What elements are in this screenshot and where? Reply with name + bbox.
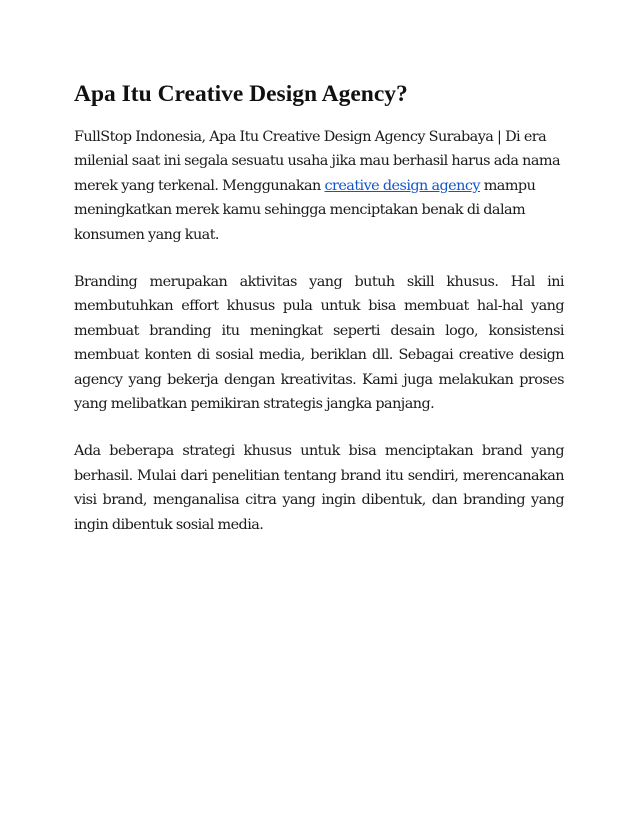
paragraph-strategy: Ada beberapa strategi khusus untuk bisa menciptakan brand yang berhasil. Mulai dari penelitian tentang brand itu sendiri, merencanakan visi brand, menganalisa citra yang ingin dibentuk, dan branding yang ingin dibentuk sosial media.	[74, 443, 564, 533]
paragraph-intro-text-before: FullStop Indonesia, Apa Itu Creative Design Agency Surabaya | Di era milenial saat ini segala sesuatu usaha jika mau berhasil harus ada nama merek yang terkenal. Menggunakan	[74, 129, 561, 194]
paragraph-branding: Branding merupakan aktivitas yang butuh skill khusus. Hal ini membutuhkan effort khusus pula untuk bisa membuat hal-hal yang membuat branding itu meningkat seperti desain logo, konsistensi membuat konten di sosial media, beriklan dll. Sebagai creative design agency yang bekerja dengan kreativitas. Kami juga melakukan proses yang melibatkan pemikiran strategis jangka panjang.	[74, 274, 564, 413]
paragraph-intro-text-after: mampu meningkatkan merek kamu sehingga menciptakan benak di dalam konsumen yang kuat.	[74, 177, 536, 243]
creative-design-agency-link[interactable]: creative design agency	[324, 177, 480, 194]
paragraph-intro	[74, 125, 564, 247]
document-title: Apa Itu Creative Design Agency?	[74, 81, 408, 107]
